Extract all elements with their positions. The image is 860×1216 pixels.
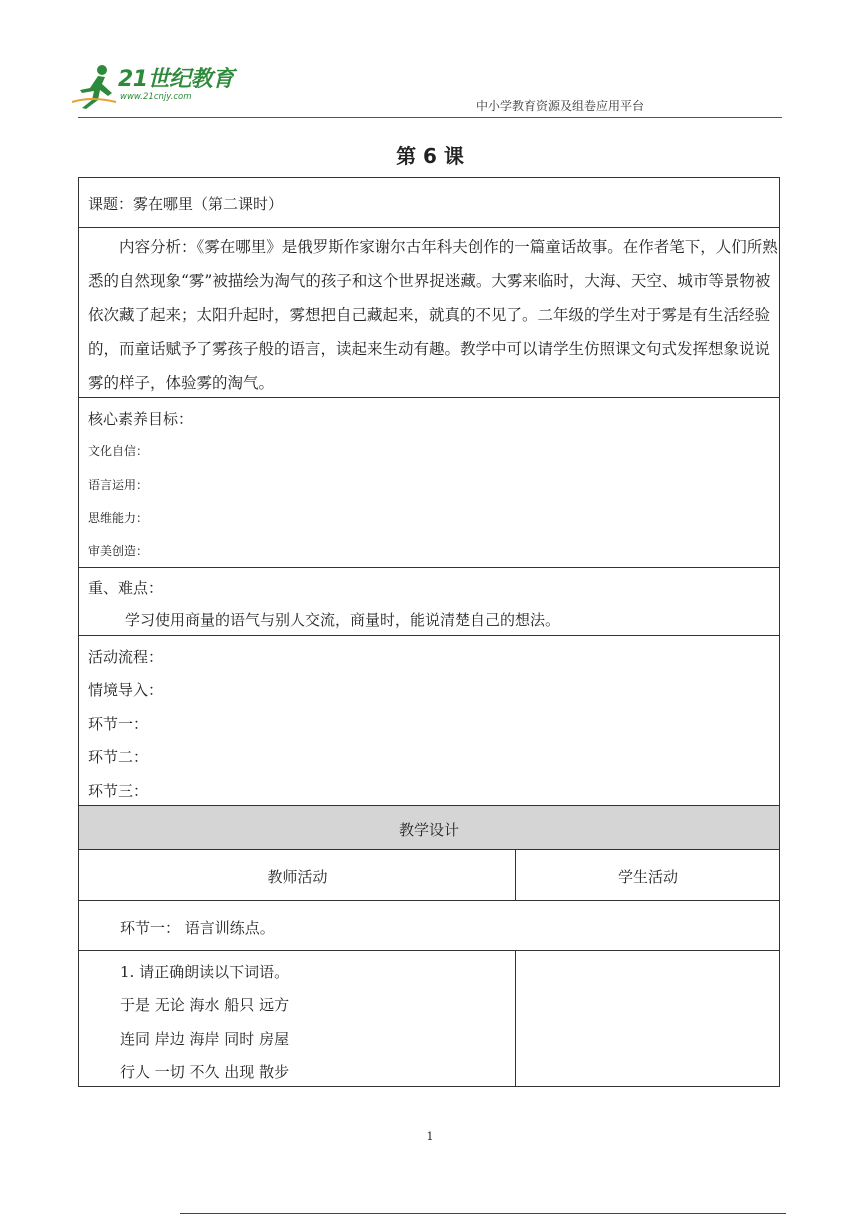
key-points-heading: 重、难点： (88, 579, 164, 597)
page-header (0, 0, 860, 120)
key-points-row (78, 567, 780, 636)
design-heading-row (78, 805, 780, 850)
flow-item: 情境导入： (88, 681, 164, 699)
logo-url: www.21cnjy.com (120, 92, 192, 102)
column-divider (515, 849, 516, 901)
flow-item: 环节一： (88, 715, 149, 733)
key-points-text: 学习使用商量的语气与别人交流，商量时，能说清楚自己的想法。 (125, 611, 561, 629)
section-row (78, 900, 780, 951)
flow-row (78, 635, 780, 806)
content-analysis: 内容分析：《雾在哪里》是俄罗斯作家谢尔古年科夫创作的一篇童话故事。在作者笔下，人们所熟悉的自然现象“雾”被描绘为淘气的孩子和这个世界捉迷藏。大雾来临时，大海、天空、城市等景物被依次藏了起来；太阳升起时，雾想把自己藏起来，就真的不见了。二年级的学生对于雾是有生活经验的，而童话赋予了雾孩子般的语言，读起来生动有趣。教学中可以请学生仿照课文句式发挥想象说说雾的样子，体验雾的淘气。 (88, 238, 778, 392)
header-divider (78, 117, 782, 118)
task-instruction: 1. 请正确朗读以下词语。 (120, 963, 290, 981)
logo (72, 62, 242, 110)
goal-item: 文化自信： (88, 444, 149, 458)
topic-row (78, 177, 780, 228)
header-subtitle: 中小学教育资源及组卷应用平台 (476, 99, 645, 113)
goals-heading: 核心素养目标： (88, 410, 194, 428)
flow-heading: 活动流程： (88, 648, 164, 666)
runner-logo-icon (72, 62, 118, 110)
flow-item: 环节二： (88, 748, 149, 766)
goals-row (78, 397, 780, 568)
lesson-topic: 课题：雾在哪里（第二课时） (88, 195, 284, 213)
word-row: 行人 一切 不久 出现 散步 (120, 1063, 290, 1081)
logo-text: 21世纪教育 (118, 67, 234, 92)
teacher-activity-header: 教师活动 (267, 868, 328, 886)
words-row (78, 950, 780, 1087)
goal-item: 语言运用： (88, 478, 149, 492)
page-number: 1 (426, 1130, 434, 1143)
flow-item: 环节三： (88, 782, 149, 800)
word-row: 于是 无论 海水 船只 远方 (120, 996, 290, 1014)
goal-item: 思维能力： (88, 511, 149, 525)
page-title: 第 6 课 (396, 144, 464, 168)
footer-divider (180, 1213, 786, 1214)
column-header-row (78, 849, 780, 901)
column-divider (515, 950, 516, 1087)
student-activity-header: 学生活动 (617, 868, 678, 886)
section-one-title: 环节一： 语言训练点。 (120, 919, 275, 937)
design-heading: 教学设计 (398, 821, 459, 839)
goal-item: 审美创造： (88, 544, 149, 558)
word-row: 连同 岸边 海岸 同时 房屋 (120, 1030, 290, 1048)
